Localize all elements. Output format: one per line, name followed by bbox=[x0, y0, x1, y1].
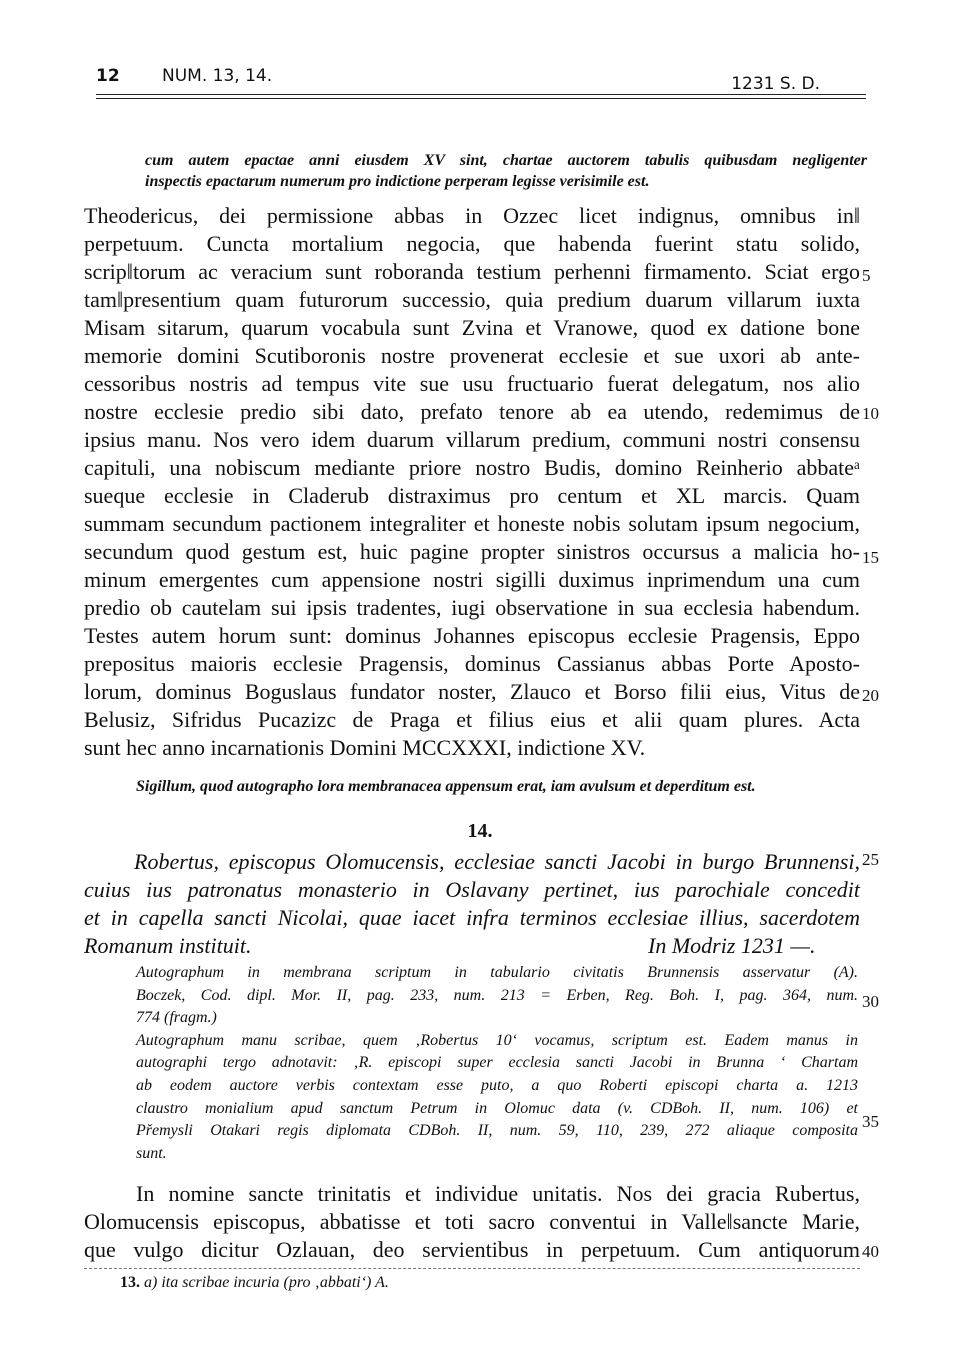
doc13-line: Belusiz, Sifridus Pucazizc de Praga et filius eius et alii quam plures. Acta bbox=[84, 707, 860, 732]
doc13-line: summam secundum pactionem integraliter et honeste nobis solutam ipsum negocium, bbox=[84, 511, 860, 536]
note-line: Boczek, Cod. dipl. Mor. II, pag. 233, num. 213 = Erben, Reg. Boh. I, pag. 364, num. bbox=[136, 986, 858, 1004]
running-head bbox=[96, 66, 866, 94]
doc13-line: perpetuum. Cuncta mortalium negocia, que habenda fuerint statu solido, bbox=[84, 231, 860, 256]
doc13-line: sueque ecclesie in Claderub distraximus pro centum et XL marcis. Quam bbox=[84, 483, 860, 508]
note-line: Autographum in membrana scriptum in tabulario civitatis Brunnensis asservatur (A). bbox=[136, 964, 858, 981]
doc14-notes bbox=[136, 962, 858, 1165]
header-rule bbox=[96, 94, 866, 95]
seal-note bbox=[136, 776, 858, 797]
doc14-line: Olomucensis episcopus, abbatisse et toti sacro conventui in Valle‖sancte Marie, bbox=[84, 1209, 860, 1234]
regest-last-row bbox=[84, 932, 860, 960]
note-line: sunt. bbox=[136, 1144, 167, 1162]
doc13-line: secundum quod gestum est, huic pagine propter sinistros occursus a malicia ho- bbox=[84, 539, 860, 564]
doc14-regest bbox=[84, 848, 860, 960]
line-number: 20 bbox=[862, 686, 879, 705]
doc13-line: cessoribus nostris ad tempus vite sue usu fructuario fuerat delegatum, nos alio bbox=[84, 371, 860, 396]
doc13-line: scrip‖torum ac veracium sunt roboranda testium perhenni firmamento. Sciat ergo bbox=[84, 259, 860, 284]
doc14-text bbox=[84, 1180, 860, 1264]
intro-note-line: cum autem epactae anni eiusdem XV sint, chartae auctorem tabulis quibusdam negligenter bbox=[145, 152, 867, 169]
doc14-line: In nomine sancte trinitatis et individue unitatis. Nos dei gracia Rubertus, bbox=[136, 1181, 860, 1206]
doc13-line: minum emergentes cum appensione nostri sigilli duximus inprimendum una cum bbox=[84, 567, 860, 592]
footnote bbox=[120, 1274, 389, 1292]
line-number: 35 bbox=[862, 1112, 879, 1131]
regest-line: cuius ius patronatus monasterio in Oslavany pertinet, ius parochiale concedit bbox=[84, 877, 860, 902]
note-line: 774 (fragm.) bbox=[136, 1009, 217, 1027]
line-number: 10 bbox=[862, 404, 879, 423]
regest-line: Robertus, episcopus Olomucensis, ecclesiae sancti Jacobi in burgo Brunnensi, bbox=[134, 849, 860, 874]
doc13-line: memorie domini Scutiboronis nostre provenerat ecclesie et sue uxori ab ante- bbox=[84, 343, 860, 368]
doc13-line: nostre ecclesie predio sibi dato, prefato tenore ab ea utendo, redemimus de bbox=[84, 399, 860, 424]
intro-note bbox=[145, 150, 867, 192]
doc13-line: lorum, dominus Boguslaus fundator noster, Zlauco et Borso filii eius, Vitus de bbox=[84, 679, 860, 704]
regest-line: et in capella sancti Nicolai, quae iacet infra terminos ecclesiae illius, sacerdotem bbox=[84, 905, 860, 930]
note-line: autographi tergo adnotavit: ‚R. episcopi super ecclesia sancti Jacobi in Brunna ‘ Chartam bbox=[136, 1054, 858, 1072]
doc13-text bbox=[84, 202, 860, 762]
line-number: 25 bbox=[862, 850, 879, 869]
doc13-line: predio ob cautelam sui ipsis tradentes, iugi observatione in sua ecclesia habendum. bbox=[84, 595, 860, 620]
line-number: 5 bbox=[862, 266, 871, 285]
seal-note-text: Sigillum, quod autographo lora membranacea appensum erat, iam avulsum et deperditum est. bbox=[136, 778, 756, 795]
line-number: 40 bbox=[862, 1242, 879, 1261]
footnote-text: a) ita scribae incuria (pro ‚abbati‘) A. bbox=[144, 1274, 389, 1291]
note-line: Autographum manu scribae, quem ‚Robertus 10‘ vocamus, scriptum est. Eadem manus in bbox=[136, 1031, 858, 1049]
note-line: ab eodem auctore verbis contextam esse puto, a quo Roberti episcopi charta a. 1213 bbox=[136, 1076, 858, 1094]
doc13-line: tam‖presentium quam futurorum successio, quia predium duarum villarum iuxta bbox=[84, 287, 860, 312]
intro-note-line: inspectis epactarum numerum pro indictione perperam legisse verisimile est. bbox=[145, 173, 650, 190]
doc14-line: que vulgo dicitur Ozlauan, deo servientibus in perpetuum. Cum antiquorum bbox=[84, 1237, 860, 1262]
note-line: Přemysli Otakari regis diplomata CDBoh. II, num. 59, 110, 239, 272 aliaque composita bbox=[136, 1122, 858, 1140]
page-number: 12 bbox=[96, 66, 120, 86]
line-number: 30 bbox=[862, 992, 879, 1011]
regest-line: Romanum instituit. bbox=[84, 933, 252, 958]
doc13-line: Theodericus, dei permissione abbas in Ozzec licet indignus, omnibus in‖ bbox=[84, 203, 860, 228]
header-date: 1231 S. D. bbox=[731, 74, 820, 94]
footnote-rule bbox=[84, 1268, 860, 1269]
header-rule-second bbox=[96, 98, 866, 99]
place-date: In Modriz 1231 —. bbox=[648, 933, 816, 958]
doc14-number: 14. bbox=[467, 820, 493, 842]
doc13-line: prepositus maioris ecclesie Pragensis, dominus Cassianus abbas Porte Aposto- bbox=[84, 651, 860, 676]
document-numbers: NUM. 13, 14. bbox=[162, 66, 273, 86]
doc13-line: Misam sitarum, quarum vocabula sunt Zvina et Vranowe, quod ex datione bone bbox=[84, 315, 860, 340]
note-line: claustro monialium apud sanctum Petrum in Olomuc data (v. CDBoh. II, num. 106) et bbox=[136, 1099, 858, 1117]
doc13-line: sunt hec anno incarnationis Domini MCCXXXI, indictione XV. bbox=[84, 735, 646, 760]
doc13-line: ipsius manu. Nos vero idem duarum villarum predium, communi nostri consensu bbox=[84, 427, 860, 452]
doc13-line: capituli, una nobiscum mediante priore nostro Budis, domino Reinherio abbateᵃ bbox=[84, 455, 860, 480]
footnote-number: 13. bbox=[120, 1274, 140, 1291]
doc13-line: Testes autem horum sunt: dominus Johannes episcopus ecclesie Pragensis, Eppo bbox=[84, 623, 860, 648]
line-number: 15 bbox=[862, 548, 879, 567]
